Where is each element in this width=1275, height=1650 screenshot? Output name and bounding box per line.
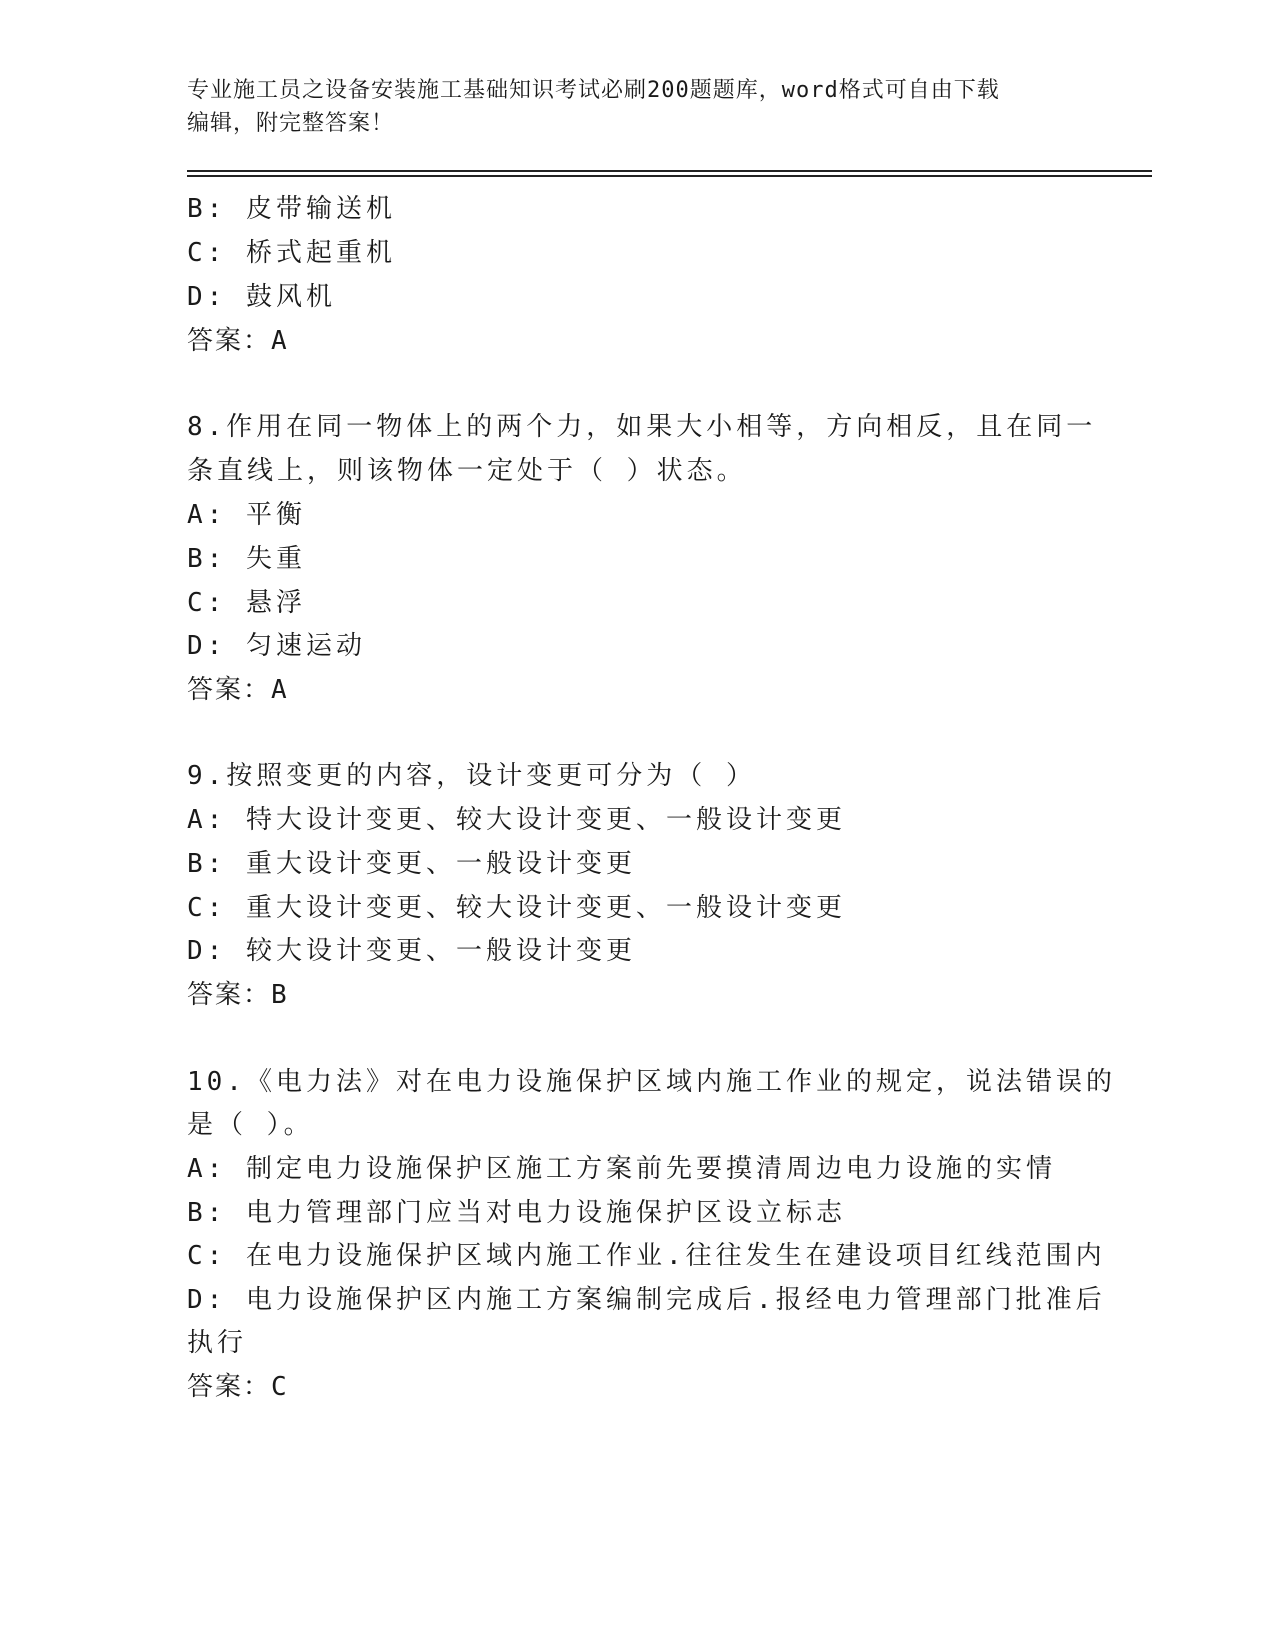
q8-answer-value: A	[271, 675, 289, 705]
q10-option-d-line-1: D: 电力设施保护区内施工方案编制完成后.报经电力管理部门批准后	[187, 1285, 1106, 1315]
q10-option-c: C: 在电力设施保护区域内施工作业.往往发生在建设项目红线范围内	[187, 1241, 1106, 1271]
header-line-1: 专业施工员之设备安装施工基础知识考试必刷200题题库，word格式可自由下载	[187, 78, 1000, 103]
header-rule-top	[187, 170, 1152, 172]
q10-option-b: B: 电力管理部门应当对电力设施保护区设立标志	[187, 1198, 846, 1228]
header-rule-bottom	[187, 175, 1152, 177]
q9-answer-label: 答案：	[187, 980, 272, 1010]
q8-stem-line-2: 条直线上，则该物体一定处于（ ）状态。	[187, 456, 747, 486]
document-header	[187, 74, 1087, 140]
q10-answer-label: 答案：	[187, 1372, 272, 1402]
q7-answer-label: 答案：	[187, 326, 272, 356]
q10-stem-line-1: 10.《电力法》对在电力设施保护区域内施工作业的规定，说法错误的	[187, 1067, 1116, 1097]
q8-option-b: B: 失重	[187, 544, 306, 574]
q7-answer	[187, 325, 289, 357]
q9-stem-line-1: 9.按照变更的内容，设计变更可分为（ ）	[187, 761, 756, 791]
q9-option-d: D: 较大设计变更、一般设计变更	[187, 936, 636, 966]
q8-answer	[187, 674, 289, 706]
q8-option-c: C: 悬浮	[187, 588, 306, 618]
q8-option-a: A: 平衡	[187, 500, 306, 530]
header-line-2: 编辑，附完整答案！	[187, 111, 395, 136]
q10-answer	[187, 1371, 289, 1403]
q10-option-a: A: 制定电力设施保护区施工方案前先要摸清周边电力设施的实情	[187, 1154, 1056, 1184]
q7-option-d: D: 鼓风机	[187, 282, 336, 312]
q10-option-d-line-2: 执行	[187, 1328, 248, 1358]
q8-option-d: D: 匀速运动	[187, 631, 366, 661]
q7-option-c: C: 桥式起重机	[187, 238, 396, 268]
q9-option-a: A: 特大设计变更、较大设计变更、一般设计变更	[187, 805, 846, 835]
q9-option-b: B: 重大设计变更、一般设计变更	[187, 849, 636, 879]
q9-answer	[187, 979, 289, 1011]
q7-option-b: B: 皮带输送机	[187, 194, 396, 224]
q10-answer-value: C	[271, 1372, 289, 1402]
q7-answer-value: A	[271, 326, 289, 356]
q9-answer-value: B	[271, 980, 289, 1010]
q10-stem-line-2: 是（ ）。	[187, 1110, 314, 1140]
q8-stem-line-1: 8.作用在同一物体上的两个力，如果大小相等，方向相反，且在同一	[187, 412, 1097, 442]
q9-option-c: C: 重大设计变更、较大设计变更、一般设计变更	[187, 893, 846, 923]
q8-answer-label: 答案：	[187, 675, 272, 705]
